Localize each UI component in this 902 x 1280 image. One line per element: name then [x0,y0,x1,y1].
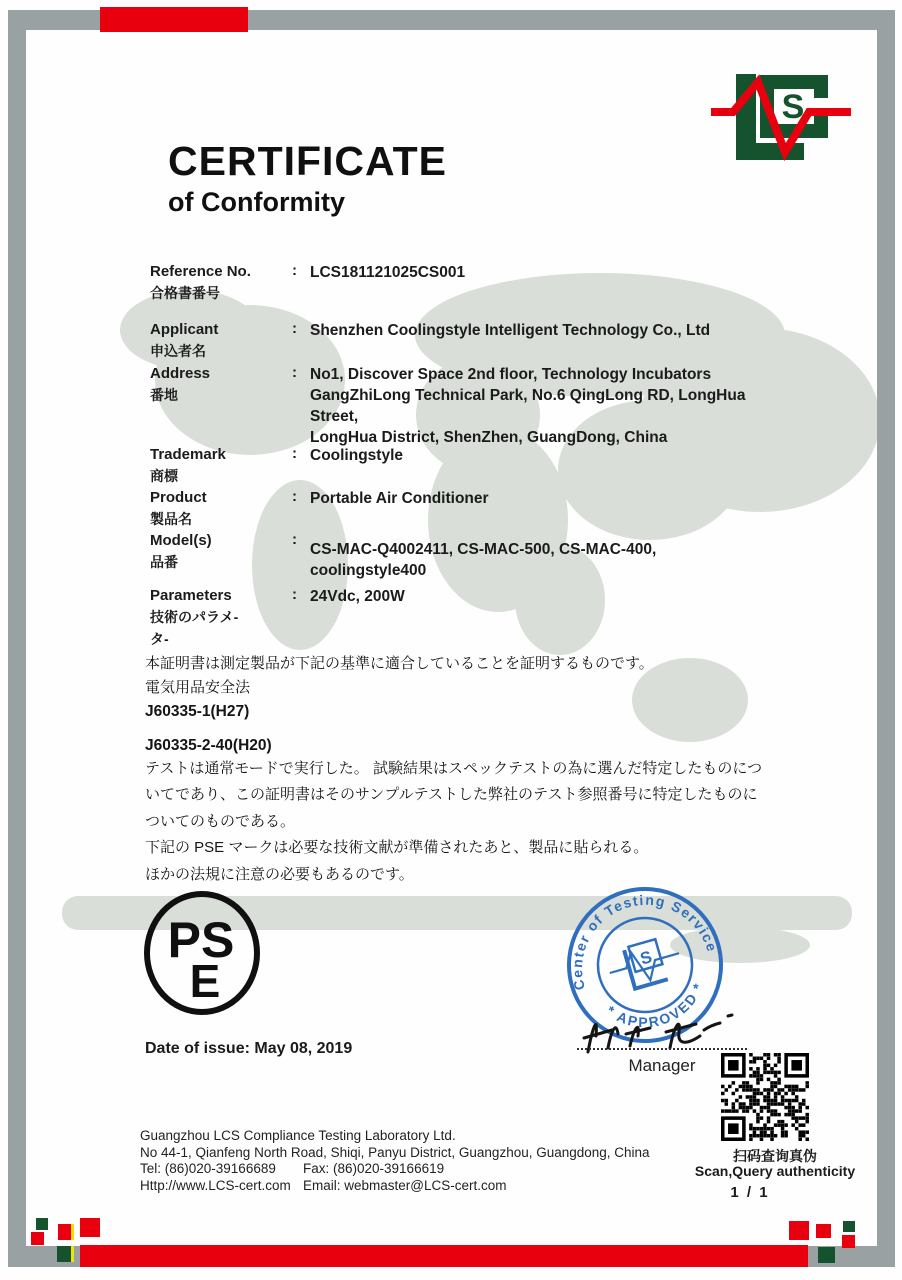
reference-value: LCS181121025CS001 [310,264,466,281]
field-product [150,488,770,529]
address-line-2: GangZhiLong Technical Park, No.6 QingLong RD, LongHua Street, [310,387,746,425]
corner-square [80,1218,100,1237]
models-label-jp: 品番 [150,554,178,570]
corner-square [818,1247,835,1263]
qr-caption-en: Scan,Query authenticity [694,1163,856,1179]
stamp-arc-top-text: Center of Testing Service [568,891,721,992]
standard-2: J60335-2-40(H20) [145,737,272,754]
issuer-address: No 44-1, Qianfeng North Road, Shiqi, Panyu District, Guangzhou, Guangdong, China [140,1144,650,1160]
reference-label: Reference No. [150,263,251,280]
qr-code [721,1053,809,1141]
field-parameters [150,586,770,649]
colon: : [292,262,297,279]
date-of-issue [145,1040,352,1058]
qr-caption-cn: 扫码查询真伪 [733,1148,817,1164]
parameters-label-jp1: 技術のパラメ- [150,609,239,625]
page-number: 1 / 1 [730,1184,770,1201]
parameters-label-jp2: タ- [150,631,169,647]
pse-mark [143,891,261,1015]
address-line-3: LongHua District, ShenZhen, GuangDong, China [310,429,668,446]
issuer-tel: Tel: (86)020-39166689 [140,1161,276,1176]
certificate-title: CERTIFICATE [168,138,448,184]
applicant-label: Applicant [150,321,219,338]
issuer-email: Email: webmaster@LCS-cert.com [303,1177,507,1193]
issuer-company: Guangzhou LCS Compliance Testing Laboratory Ltd. [140,1128,456,1143]
parameters-label: Parameters [150,587,232,604]
address-label-jp: 番地 [150,387,178,403]
reference-label-jp: 合格書番号 [150,285,220,301]
manager-label: Manager [628,1056,696,1075]
colon: : [292,364,297,381]
note-line-2: いてであり、この証明書はそのサンプルテストした弊社のテスト参照番号に特定したものに [145,786,758,804]
parameters-value: 24Vdc, 200W [310,588,405,605]
address-label: Address [150,365,211,382]
date-label: Date of issue: [145,1040,250,1057]
models-label: Model(s) [150,532,212,549]
frame-left [8,10,26,1266]
issuer-fax: Fax: (86)020-39166619 [303,1161,445,1176]
note-line-1: テストは通常モードで実行した。 試験結果はスペックテストの為に選んだ特定したものにつ [145,760,763,777]
stamp-center-letter: S [638,947,655,969]
address-line-1: No1, Discover Space 2nd floor, Technology Incubators [310,366,712,383]
corner-square [31,1232,44,1245]
colon: : [292,586,297,603]
certificate-subtitle: of Conformity [168,187,345,217]
models-value: CS-MAC-Q4002411, CS-MAC-500, CS-MAC-400, coolingstyle400 [310,541,657,579]
logo-letter: S [781,88,805,126]
trademark-value: Coolingstyle [310,447,404,464]
issuer-web: Http://www.LCS-cert.com [140,1177,291,1193]
standard-1: J60335-1(H27) [145,703,250,720]
field-trademark [150,445,770,486]
signature-line [577,1030,747,1050]
colon: : [292,488,297,505]
bottom-red-bar [80,1245,808,1267]
corner-square [789,1221,809,1240]
note-line-3: ついてのものである。 [145,812,296,830]
pse-mark-ps: PS [167,912,235,968]
issuer-block [140,1128,660,1194]
colon: : [292,531,297,548]
field-address [150,364,770,448]
product-label-jp: 製品名 [150,511,192,527]
pse-mark-e: E [189,955,221,1007]
note-line-4: 下記の PSE マークは必要な技術文献が準備されたあと、製品に貼られる。 [145,839,649,857]
colon: : [292,320,297,337]
colon: : [292,445,297,462]
frame-right [877,10,895,1266]
statement-law: 電気用品安全法 [145,679,251,696]
date-value: May 08, 2019 [254,1040,353,1057]
applicant-value: Shenzhen Coolingstyle Intelligent Technology Co., Ltd [310,322,711,339]
trademark-label-jp: 商標 [150,468,178,484]
applicant-label-jp: 申込者名 [150,343,206,359]
stamp-arc-bottom-text: * APPROVED * [603,979,707,1031]
field-reference [150,262,770,303]
product-label: Product [150,489,207,506]
corner-square [58,1224,74,1240]
corner-square [36,1218,48,1230]
note-line-5: ほかの法規に注意の必要もあるのです。 [145,865,414,883]
corner-square [843,1221,855,1232]
statement-intro: 本証明書は測定製品が下記の基準に適合していることを証明するものです。 [145,655,654,672]
corner-square [57,1246,74,1262]
top-red-bar [100,7,248,32]
field-applicant [150,320,770,361]
trademark-label: Trademark [150,446,226,463]
corner-square [816,1224,831,1238]
lcs-logo [703,60,888,178]
product-value: Portable Air Conditioner [310,490,489,507]
corner-square [842,1235,855,1248]
field-models [150,531,770,581]
